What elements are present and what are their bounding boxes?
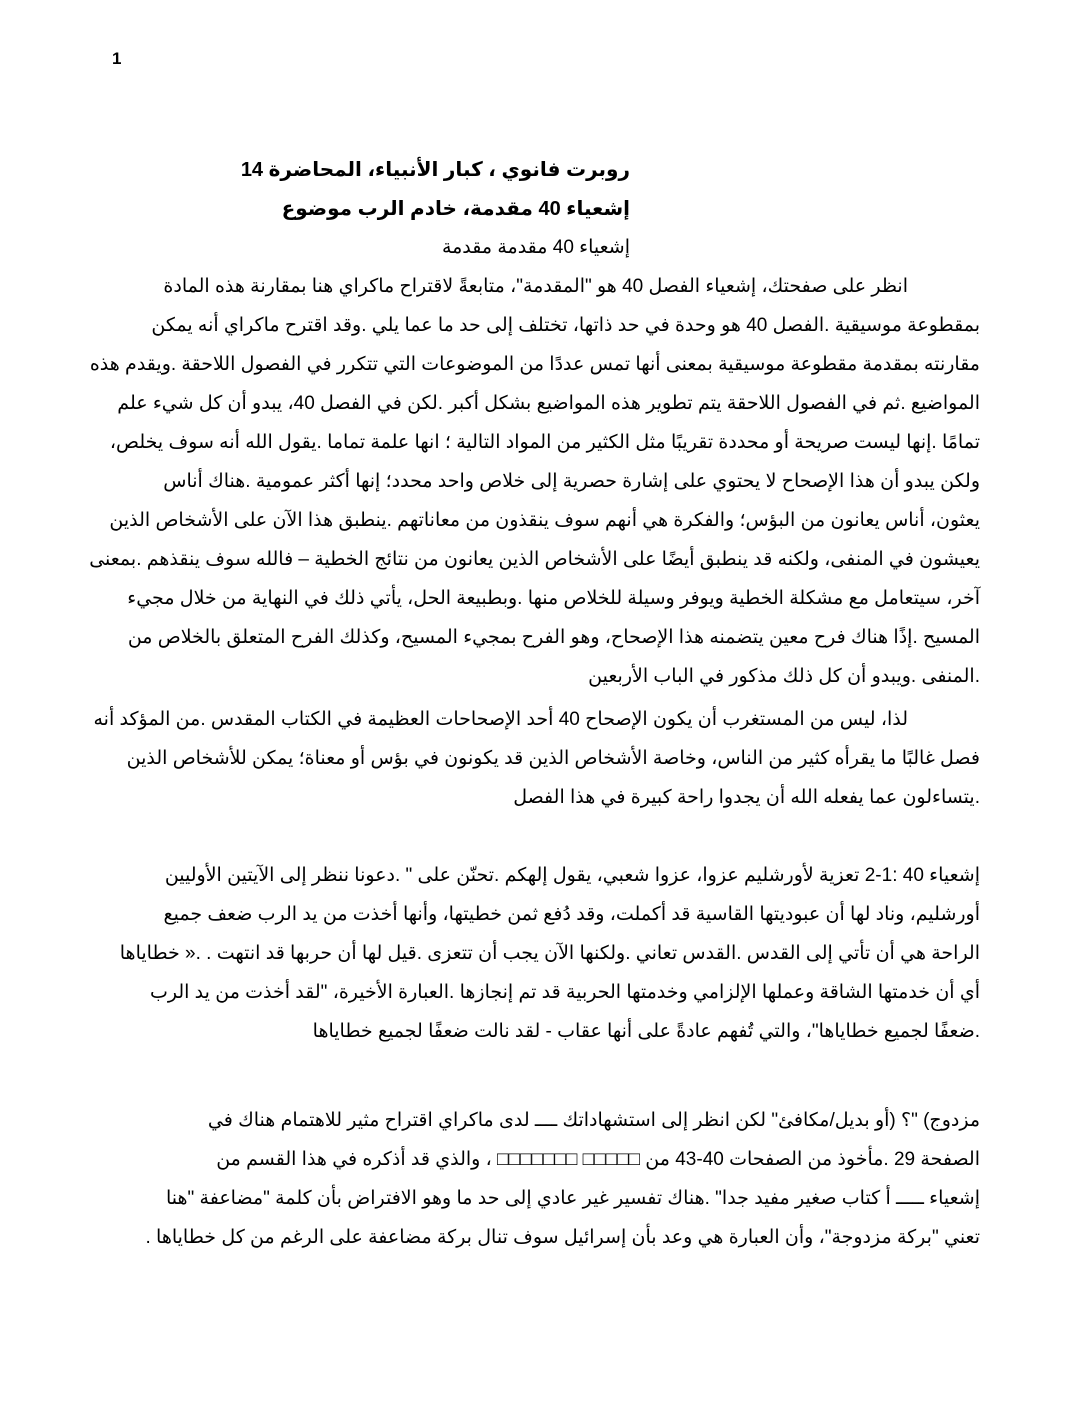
paragraph-line: يعيشون في المنفى، ولكنه قد ينطبق أيضًا على الأشخاص الذين يعانون من نتائج الخطية – فالله سوف ينقذهم .بمعنى: [89, 549, 980, 570]
paragraph-line: المواضيع .ثم في الفصول اللاحقة يتم تطوير هذه المواضيع بشكل أكبر .لكن في الفصل 40، يبدو أن كل شيء علم: [117, 393, 980, 414]
paragraph-line: انظر على صفحتك، إشعياء الفصل 40 هو "المقدمة"، متابعةً لاقتراح ماكراي هنا بمقارنة هذه المادة: [163, 276, 908, 297]
paragraph-line: بمقطوعة موسيقية .الفصل 40 هو وحدة في حد ذاتها، تختلف إلى حد ما عما يلي .وقد اقترح ماكراي أنه يمكن: [151, 315, 980, 336]
paragraph-line: الراحة هي أن تأتي إلى القدس .القدس تعاني .ولكنها الآن يجب أن تتعزى .قيل لها أن حربها قد انتهت . .« خطاياها: [119, 943, 980, 964]
paragraph-line: يعثون، أناس يعانون من البؤس؛ والفكرة هي أنهم سوف ينقذون من معاناتهم .ينطبق هذا الآن على الأشخاص الذين: [109, 510, 980, 531]
paragraph-line: آخر، سيتعامل مع مشكلة الخطية ويوفر وسيلة للخلاص منها .وبطبيعة الحل، يأتي ذلك في النهاية من خلال مجيء: [127, 588, 980, 609]
paragraph-line: تمامًا .إنها ليست صريحة أو محددة تقريبًا مثل الكثير من المواد التالية ؛ انها علمة تماما .يقول الله أنه سوف يخلص،: [109, 432, 980, 453]
paragraph-line: الصفحة 29 .مأخوذ من الصفحات 40-43 من □□□□□ □□□□□□□ ، والذي قد أذكره في هذا القسم من: [216, 1149, 980, 1170]
paragraph-line: أي أن خدمتها الشاقة وعملها الإلزامي وخدمتها الحربية قد تم إنجازها .العبارة الأخيرة، "لقد أخذت من يد الرب: [149, 982, 980, 1003]
paragraph-line: أورشليم، وناد لها أن عبوديتها القاسية قد أكملت، وقد دُفع ثمن خطيتها، وأنها أخذت من يد الرب ضعف جميع: [163, 904, 980, 925]
document-title: روبرت فانوي ، كبار الأنبياء، المحاضرة 14: [240, 159, 630, 181]
paragraph-line: ولكن يبدو أن هذا الإصحاح لا يحتوي على إشارة حصرية إلى خلاص واحد محدد؛ إنها أكثر عمومية .هناك أناس: [163, 471, 980, 492]
paragraph-line: مزدوج) "؟ (أو بديل/مكافئ" لكن انظر إلى استشهاداتك ــــ لدى ماكراي اقتراح مثير للاهتمام هناك في: [207, 1110, 980, 1131]
paragraph-line: .ضعفًا لجميع خطاياها"، والتي تُفهم عادةً على أنها عقاب - لقد نالت ضعفًا لجميع خطاياها: [312, 1021, 980, 1042]
paragraph-line: تعني "بركة مزدوجة"، وأن العبارة هي وعد بأن إسرائيل سوف تنال بركة مضاعفة على الرغم من كل خطاياها .: [145, 1227, 980, 1248]
paragraph-line: مقارنته بمقدمة مقطوعة موسيقية بمعنى أنها تمس عددًا من الموضوعات التي تتكرر في الفصول اللاحقة .ويقدم هذه: [89, 354, 980, 375]
section-heading: إشعياء 40 مقدمة مقدمة: [441, 237, 630, 258]
paragraph-line: فصل غالبًا ما يقرأه كثير من الناس، وخاصة الأشخاص الذين قد يكونون في بؤس أو معناة؛ يمكن للأشخاص الذين: [126, 748, 980, 769]
paragraph-line: إشعياء ـــــ أ كتاب صغير مفيد جدا" .هناك تفسير غير عادي إلى حد ما وهو الافتراض بأن كلمة "مضاعفة "هنا: [165, 1188, 980, 1209]
paragraph-line: إشعياء 40 :1-2 تعزية لأورشليم عزوا، عزوا شعبي، يقول إلهكم .تحنّن على " .دعونا ننظر إلى الآيتين الأوليين: [164, 865, 980, 886]
paragraph-line: .يتساءلون عما يفعله الله أن يجدوا راحة كبيرة في هذا الفصل: [513, 787, 980, 808]
paragraph-line: .المنفى .ويبدو أن كل ذلك مذكور في الباب الأربعين: [588, 666, 980, 687]
paragraph-line: لذا، ليس من المستغرب أن يكون الإصحاح 40 أحد الإصحاحات العظيمة في الكتاب المقدس .من المؤكد أنه: [93, 709, 908, 730]
page-number: 1: [112, 49, 122, 68]
paragraph-line: المسيح .إذًا هناك فرح معين يتضمنه هذا الإصحاح، وهو الفرح بمجيء المسيح، وكذلك الفرح المتعلق بالخلاص من: [127, 627, 980, 648]
document-subtitle: إشعياء 40 مقدمة، خادم الرب موضوع: [281, 198, 630, 220]
